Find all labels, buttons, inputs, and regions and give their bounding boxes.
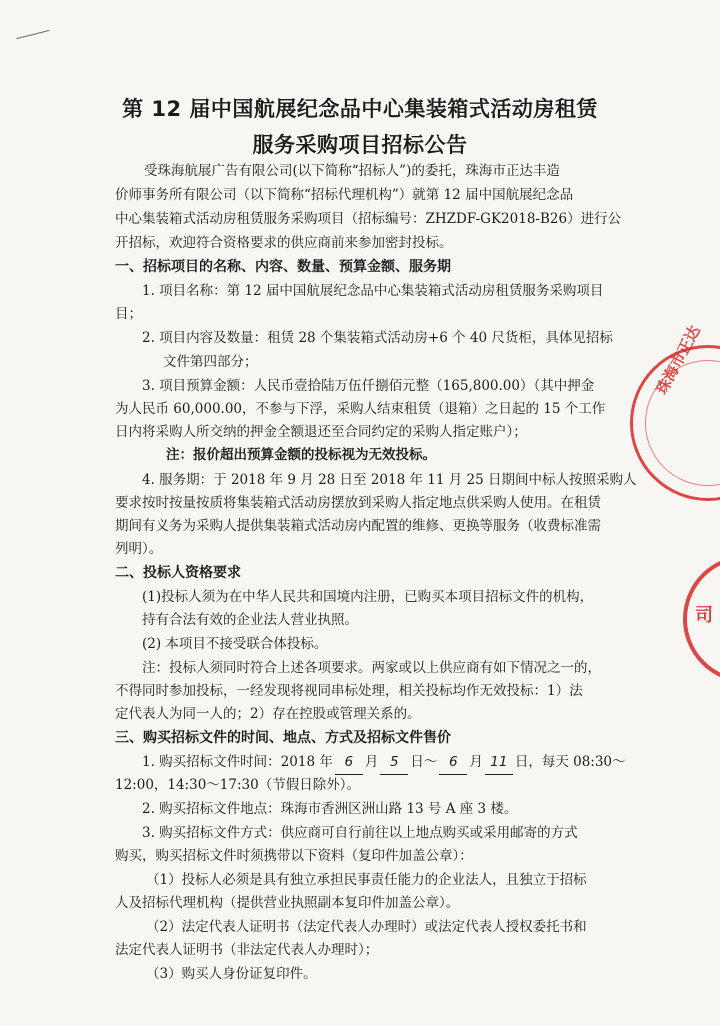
s3-req1-line: （1）投标人必须是具有独立承担民事责任能力的企业法人，且独立于招标 [146, 872, 587, 888]
handwritten-day-end: 11 [485, 751, 513, 775]
s1-item2-line: 2. 项目内容及数量：租赁 28 个集装箱式活动房+6 个 40 尺货柜，具体见招标 [142, 330, 613, 346]
title-line-2: 服务采购项目招标公告 [252, 133, 468, 157]
s2-item2: (2) 本项目不接受联合体投标。 [142, 636, 328, 652]
s2-note-line: 注：投标人须同时符合上述各项要求。两家或以上供应商有如下情况之一的， [142, 660, 601, 676]
intro-line: 开招标，欢迎符合资格要求的供应商前来参加密封投标。 [115, 235, 453, 251]
section-1-heading: 一、招标项目的名称、内容、数量、预算金额、服务期 [115, 259, 451, 275]
s2-item1-line: 持有合法有效的企业法人营业执照。 [142, 612, 358, 628]
s3-place: 2. 购买招标文件地点：珠海市香洲区洲山路 13 号 A 座 3 楼。 [142, 801, 518, 817]
s3-time-line [142, 751, 626, 775]
s3-time-line-2: 12:00，14:30～17:30（节假日除外）。 [115, 777, 360, 793]
handwritten-month-start: 6 [335, 751, 363, 775]
s3-req1-line: 人及招标代理机构（提供营业执照副本复印件加盖公章）。 [115, 895, 460, 911]
handwritten-month-end: 6 [439, 751, 467, 775]
intro-line: 中心集装箱式活动房租赁服务采购项目（招标编号：ZHZDF-GK2018-B26）进行公 [115, 211, 622, 227]
month-unit: 月 [469, 754, 483, 770]
month-unit: 月 [364, 754, 379, 770]
s3-req2-line: 法定代表人证明书（非法定代表人办理时）； [115, 942, 379, 958]
s3-req2-line: （2）法定代表人证明书（法定代表人办理时）或法定代表人授权委托书和 [146, 919, 587, 935]
day-unit: 日～ [410, 754, 438, 770]
s2-item1-line: (1)投标人须为在中华人民共和国境内注册，已购买本项目招标文件的机构， [142, 589, 594, 605]
s1-item1-line: 1. 项目名称：第 12 届中国航展纪念品中心集装箱式活动房租赁服务采购项目 [142, 283, 604, 299]
handwritten-day-start: 5 [380, 751, 408, 775]
intro-line: 价师事务所有限公司（以下简称“招标代理机构”）就第 12 届中国航展纪念品 [115, 187, 574, 203]
s1-item4-line: 列明）。 [115, 541, 163, 557]
s3-method-line: 购买，购买招标文件时须携带以下资料（复印件加盖公章）： [115, 848, 473, 864]
s2-note-line: 定代表人为同一人的；2）存在控股或管理关系的。 [115, 706, 421, 722]
s1-item4-line: 4. 服务期：于 2018 年 9 月 28 日至 2018 年 11 月 25 日期间中标人按照采购人 [142, 472, 637, 488]
s3-time-prefix: 1. 购买招标文件时间：2018 年 [142, 754, 333, 770]
s1-note: 注：报价超出预算金额的投标视为无效投标。 [166, 447, 436, 463]
s3-req3: （3）购买人身份证复印件。 [146, 966, 317, 982]
section-2-heading: 二、投标人资格要求 [115, 565, 241, 581]
s1-item2-line: 文件第四部分； [163, 354, 258, 370]
s1-item3-line: 日内将采购人所交纳的押金全额退还至合同约定的采购人指定账户）； [115, 424, 527, 440]
s1-item1-line: 目； [115, 306, 142, 322]
seal-text: 珠海市正达 [652, 322, 704, 398]
s2-note-line: 不得同时参加投标，一经发现将视同串标处理，相关投标均作无效投标：1）法 [115, 683, 583, 699]
s1-item3-line: 为人民币 60,000.00，不参与下浮，采购人结束租赁（退箱）之日起的 15 个工作 [115, 401, 606, 417]
s1-item4-line: 要求按时按量按质将集装箱式活动房摆放到采购人指定地点供采购人使用。在租赁 [115, 495, 601, 511]
s1-item3-line: 3. 项目预算金额：人民币壹拾陆万伍仟捌佰元整（165,800.00）（其中押金 [142, 378, 595, 394]
s1-item4-line: 期间有义务为采购人提供集装箱式活动房内配置的维修、更换等服务（收费标准需 [115, 518, 601, 534]
section-3-heading: 三、购买招标文件的时间、地点、方式及招标文件售价 [115, 730, 451, 746]
seal-text: 司 [695, 605, 713, 626]
s3-time-suffix: 日，每天 08:30～ [514, 754, 626, 770]
title-line-1: 第 12 届中国航展纪念品中心集装箱式活动房租赁 [122, 97, 598, 121]
s3-method-line: 3. 购买招标文件方式：供应商可自行前往以上地点购买或采用邮寄的方式 [142, 825, 578, 841]
intro-line: 受珠海航展广告有限公司(以下简称“招标人”)的委托，珠海市正达丰造 [144, 163, 560, 179]
